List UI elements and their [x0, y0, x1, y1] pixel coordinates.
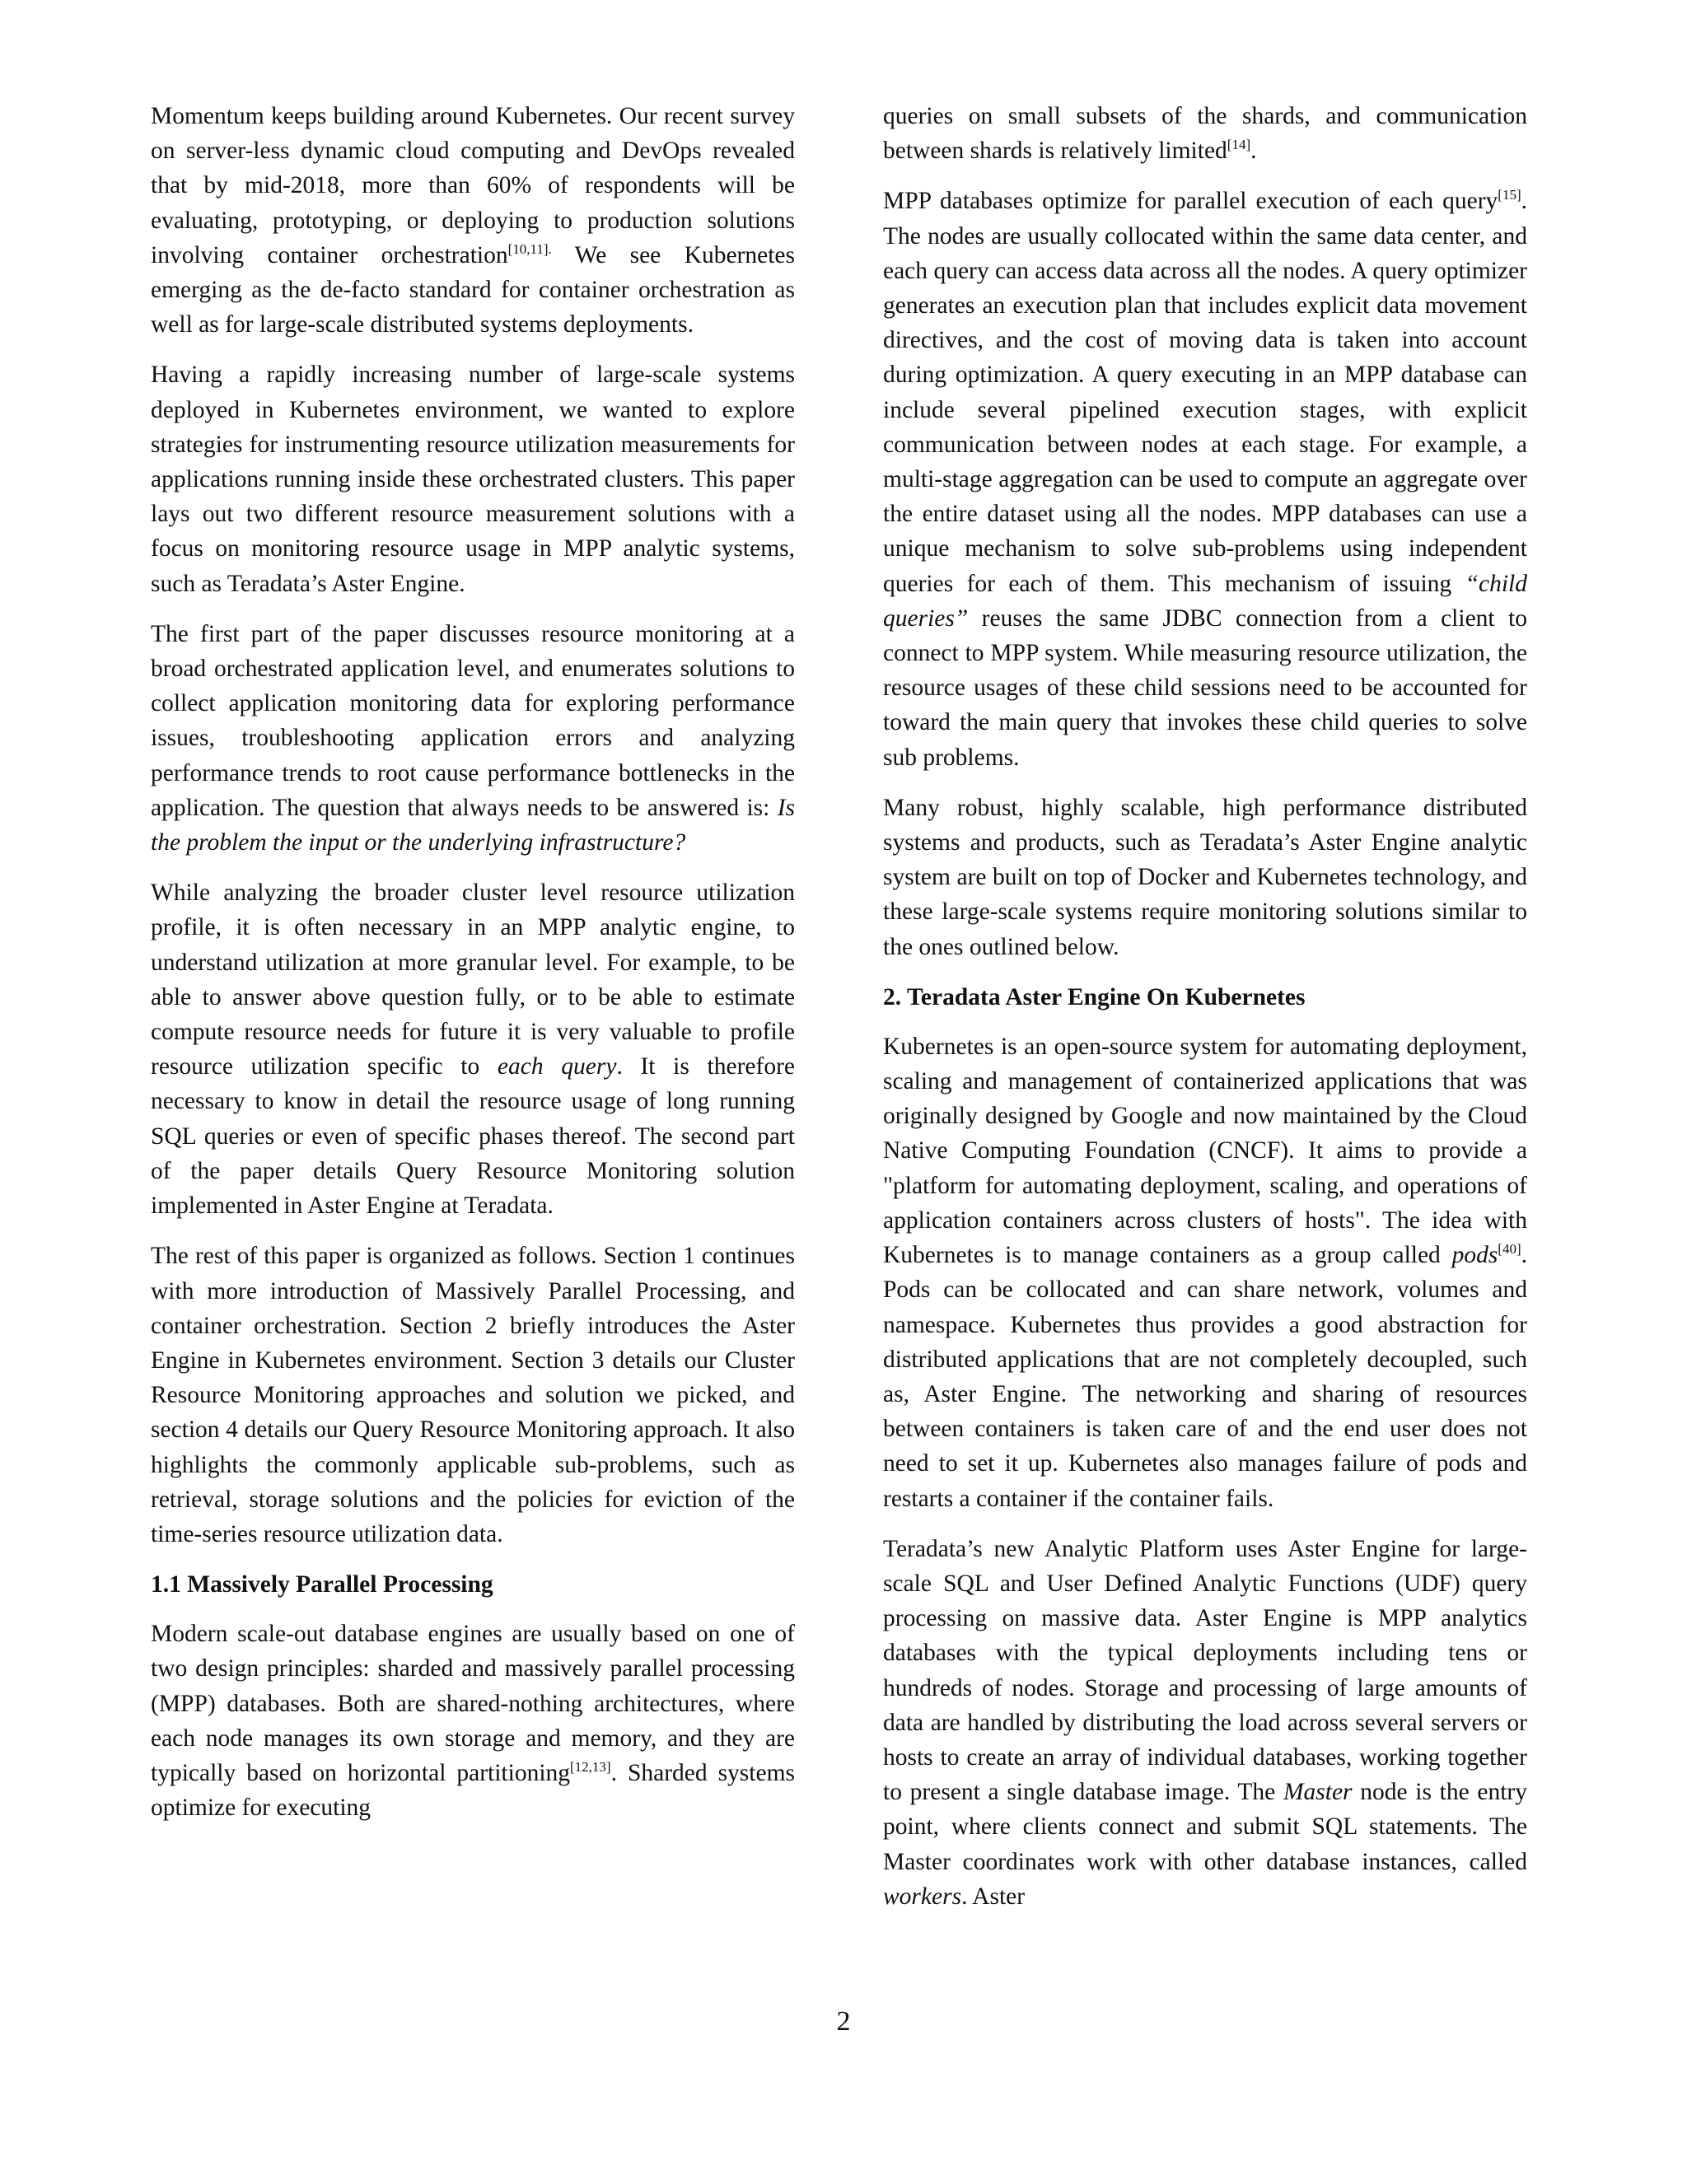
paragraph-text: node is the entry point, where clients connect and submit SQL statements. The Master coordinates work with other database instances, called — [883, 1779, 1527, 1875]
paragraph-mpp-optimize — [883, 184, 1527, 774]
paragraph-text: queries on small subsets of the shards, and communication between shards is relatively limited — [883, 103, 1527, 165]
citation-ref: [40] — [1498, 1241, 1521, 1258]
paragraph-strategies: Having a rapidly increasing number of large-scale systems deployed in Kubernetes environment, we wanted to explore strategies for instrumenting resource utilization measurements for applications running inside these orchestrated clusters. This paper lays out two different resource measurement solutions with a focus on monitoring resource usage in MPP analytic systems, such as Teradata’s Aster Engine. — [151, 362, 795, 597]
paragraph-sharded-queries — [883, 99, 1527, 168]
paragraph-analytic-platform — [883, 1532, 1527, 1914]
paragraph-text: Modern scale-out database engines are usually based on one of two design principles: sharded and massively parallel processing (MPP) databases. Both are shared-nothing architectures, where each node manages its own storage and memory, and they are typically based on horizontal partitioning — [151, 1621, 795, 1786]
emphasis-text: pods — [1451, 1242, 1498, 1269]
emphasis-text: Master — [1283, 1779, 1353, 1806]
right-column — [883, 99, 1527, 1930]
paragraph-text: Kubernetes is an open-source system for automating deployment, scaling and management of containerized applications that was originally designed by Google and now maintained by the Cloud Native Computing Foundation (CNCF). It aims to provide a "platform for automating deployment, scaling, and operations of application containers across clusters of hosts". The idea with Kubernetes is to manage containers as a group called — [883, 1033, 1527, 1269]
paragraph-text: . Pods can be collocated and can share network, volumes and namespace. Kubernetes thus provides a good abstraction for distributed applications that are not completely decoupled, such as, Aster Engine. The networking and sharing of resources between containers is taken care of and the end user does not need to set it up. Kubernetes also manages failure of pods and restarts a container if the container fails. — [883, 1242, 1527, 1512]
paragraph-robust-systems: Many robust, highly scalable, high performance distributed systems and products, such as Teradata’s Aster Engine analytic system are built on top of Docker and Kubernetes technology, and these large-scale systems require monitoring solutions similar to the ones outlined below. — [883, 794, 1527, 960]
paragraph-first-part — [151, 617, 795, 860]
paragraph-text: The first part of the paper discusses resource monitoring at a broad orchestrated application level, and enumerates solutions to collect application monitoring data for exploring performance issues, troubleshooting application errors and analyzing performance trends to root cause performance bottlenecks in the application. The question that always needs to be answered is: — [151, 620, 795, 821]
emphasis-text: Is the problem the input or the underlying infrastructure? — [151, 794, 795, 856]
citation-ref: [12,13] — [570, 1758, 611, 1775]
paragraph-scale-out-engines — [151, 1617, 795, 1825]
paragraph-text: reuses the same JDBC connection from a client to connect to MPP system. While measuring resource utilization, the resource usages of these child sessions need to be accounted for toward the main query that invokes these child queries to solve sub problems. — [883, 604, 1527, 771]
paragraph-text: While analyzing the broader cluster level resource utilization profile, it is often necessary in an MPP analytic engine, to understand utilization at more granular level. For example, to be able to answer above question fully, or to be able to estimate compute resource needs for future it is very valuable to profile resource utilization specific to — [151, 880, 795, 1080]
paragraph-text: Momentum keeps building around Kubernetes. Our recent survey on server-less dynamic cloud computing and DevOps revealed that by mid-2018, more than 60% of respondents will be evaluating, prototyping, or deploying to production solutions involving container orchestration — [151, 103, 795, 268]
paragraph-text: . It is therefore necessary to know in detail the resource usage of long running SQL queries or even of specific phases thereof. The second part of the paper details Query Resource Monitoring solution implemented in Aster Engine at Teradata. — [151, 1053, 795, 1220]
left-column — [151, 99, 795, 1841]
emphasis-text: each query — [497, 1053, 617, 1080]
paragraph-text: Teradata’s new Analytic Platform uses Aster Engine for large-scale SQL and User Defined Analytic Functions (UDF) query processing on massive data. Aster Engine is MPP analytics databases with the typical deployments including tens or hundreds of nodes. Storage and processing of large amounts of data are handled by distributing the load across several servers or hosts to create an array of individual databases, working together to present a single database image. The — [883, 1535, 1527, 1806]
paragraph-organization: The rest of this paper is organized as follows. Section 1 continues with more introduction of Massively Parallel Processing, and container orchestration. Section 2 briefly introduces the Aster Engine in Kubernetes environment. Section 3 details our Cluster Resource Monitoring approaches and solution we picked, and section 4 details our Query Resource Monitoring approach. It also highlights the commonly applicable sub-problems, such as retrieval, storage solutions and the policies for eviction of the time-series resource utilization data. — [151, 1243, 795, 1547]
citation-ref: [10,11]. — [507, 240, 552, 257]
paragraph-text: . The nodes are usually collocated within the same data center, and each query can access data across all the nodes. A query optimizer generates an execution plan that includes explicit data movement directives, and the cost of moving data is taken into account during optimization. A query executing in an MPP database can include several pipelined execution stages, with explicit communication between nodes at each stage. For example, a multi-stage aggregation can be used to compute an aggregate over the entire dataset using all the nodes. MPP databases can use a unique mechanism to solve sub-problems using independent queries for each of them. This mechanism of issuing — [883, 188, 1527, 597]
paragraph-text: MPP databases optimize for parallel execution of each query — [883, 188, 1498, 215]
section-heading-aster-kubernetes: 2. Teradata Aster Engine On Kubernetes — [883, 983, 1306, 1010]
paragraph-text: . Sharded systems optimize for executing — [151, 1759, 795, 1822]
paragraph-text: We see Kubernetes emerging as the de-facto standard for container orchestration as well as for large-scale distributed systems deployments. — [151, 241, 795, 338]
page-number: 2 — [836, 2006, 851, 2037]
paragraph-container-momentum — [151, 99, 795, 342]
paragraph-kubernetes-intro — [883, 1029, 1527, 1516]
paragraph-text: . Aster — [961, 1883, 1026, 1910]
paragraph-text: . — [1250, 138, 1257, 165]
citation-ref: [14] — [1227, 137, 1251, 153]
emphasis-text: workers — [883, 1883, 962, 1910]
emphasis-text: “child queries” — [883, 570, 1527, 632]
paragraph-granular-utilization — [151, 875, 795, 1223]
citation-ref: [15] — [1498, 187, 1521, 203]
section-heading-mpp: 1.1 Massively Parallel Processing — [151, 1571, 493, 1598]
